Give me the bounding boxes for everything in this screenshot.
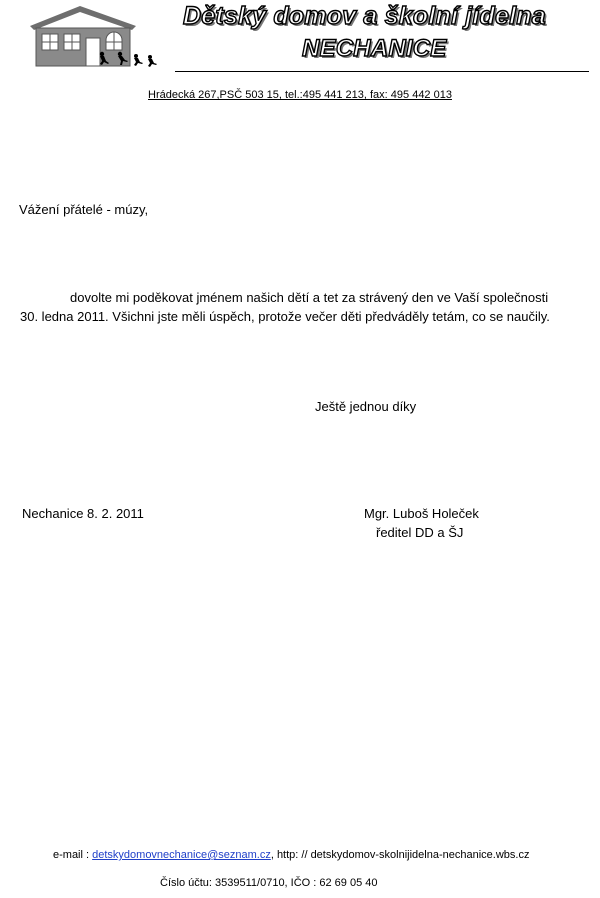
letter-closing: Ještě jednou díky	[315, 399, 417, 414]
footer-web: , http: // detskydomov-skolnijidelna-nechanice.wbs.cz	[270, 849, 530, 861]
institution-title: Dětský domov a školní jídelna	[183, 2, 546, 30]
header-divider	[175, 71, 589, 72]
header-address: Hrádecká 267,PSČ 503 15, tel.:495 441 213, fax: 495 442 013	[148, 89, 452, 101]
footer-contact	[53, 849, 529, 861]
footer-account: Číslo účtu: 3539511/0710, IČO : 62 69 05 40	[160, 877, 378, 889]
letter-paragraph-line-1: dovolte mi poděkovat jménem našich dětí a tet za strávený den ve Vaší společnosti	[70, 290, 549, 305]
letter-salutation: Vážení přátelé - múzy,	[19, 202, 149, 217]
footer-email-link[interactable]: detskydomovnechanice@seznam.cz	[92, 849, 271, 861]
signer-name: Mgr. Luboš Holeček	[364, 506, 479, 521]
letter-paragraph-line-2: 30. ledna 2011. Všichni jste měli úspěch, protože večer děti předváděly tetám, co se naučily.	[20, 309, 550, 324]
footer-email-prefix: e-mail :	[53, 849, 93, 861]
letter-place-date: Nechanice 8. 2. 2011	[22, 506, 144, 521]
signer-role: ředitel DD a ŠJ	[376, 525, 464, 540]
house-with-children-logo-icon	[28, 4, 166, 70]
institution-town-title: NECHANICE	[302, 35, 447, 62]
